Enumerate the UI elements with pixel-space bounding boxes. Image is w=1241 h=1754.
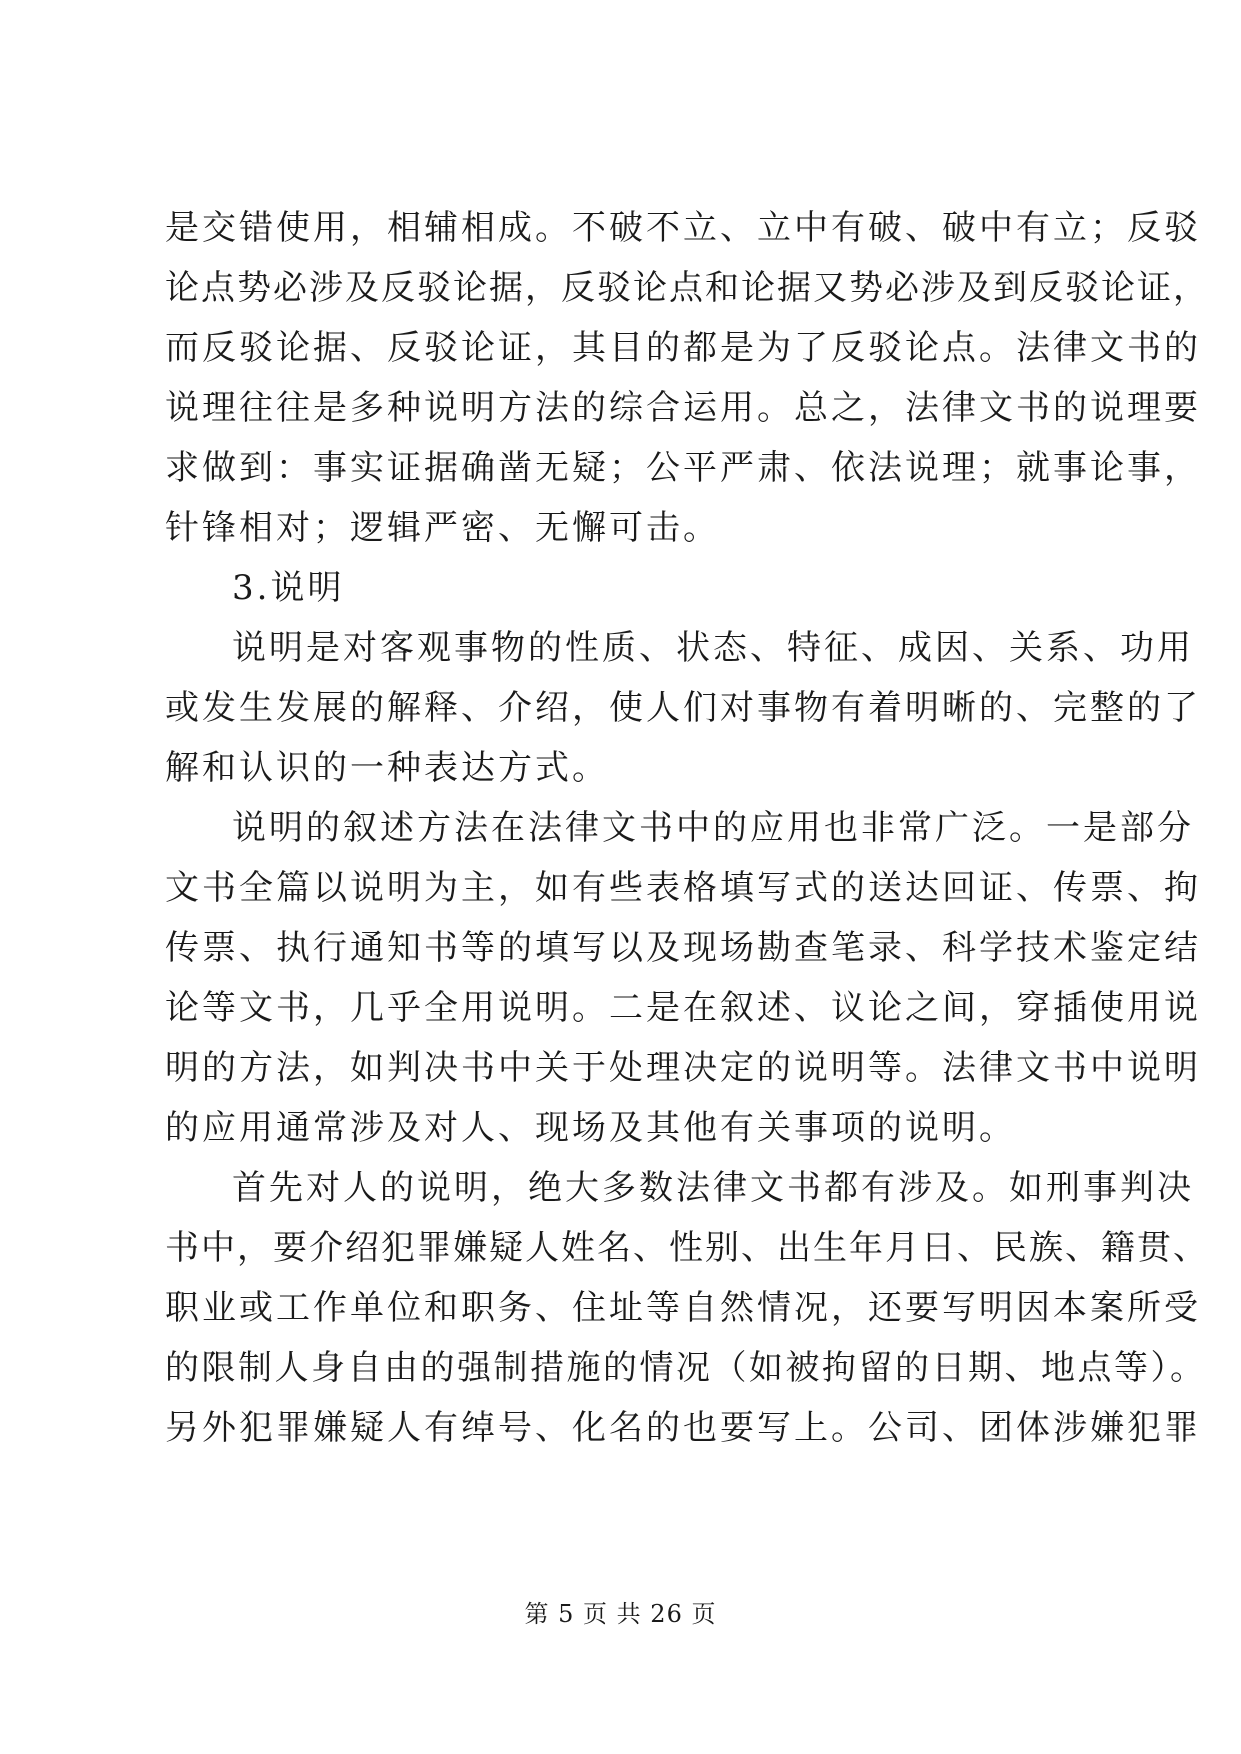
text-line: 说明是对客观事物的性质、状态、特征、成因、关系、功用	[232, 628, 1194, 668]
section-heading: 3.说明	[232, 568, 345, 608]
text-line: 的应用通常涉及对人、现场及其他有关事项的说明。	[165, 1108, 1016, 1148]
text-line: 求做到：事实证据确凿无疑；公平严肃、依法说理；就事论事，	[165, 448, 1201, 488]
text-line: 解和认识的一种表达方式。	[165, 748, 609, 788]
text-line: 或发生发展的解释、介绍，使人们对事物有着明晰的、完整的了	[165, 688, 1201, 728]
text-line: 论等文书，几乎全用说明。二是在叙述、议论之间，穿插使用说	[165, 988, 1201, 1028]
text-line: 的限制人身自由的强制措施的情况（如被拘留的日期、地点等）。	[165, 1348, 1207, 1388]
text-line: 首先对人的说明，绝大多数法律文书都有涉及。如刑事判决	[232, 1168, 1194, 1208]
text-line: 文书全篇以说明为主，如有些表格填写式的送达回证、传票、拘	[165, 868, 1201, 908]
text-line: 明的方法，如判决书中关于处理决定的说明等。法律文书中说明	[165, 1048, 1201, 1088]
text-line: 是交错使用，相辅相成。不破不立、立中有破、破中有立；反驳	[165, 208, 1201, 248]
text-line: 另外犯罪嫌疑人有绰号、化名的也要写上。公司、团体涉嫌犯罪	[165, 1408, 1201, 1448]
text-line: 针锋相对；逻辑严密、无懈可击。	[165, 508, 720, 548]
text-line: 说明的叙述方法在法律文书中的应用也非常广泛。一是部分	[232, 808, 1194, 848]
text-line: 而反驳论据、反驳论证，其目的都是为了反驳论点。法律文书的	[165, 328, 1201, 368]
text-line: 职业或工作单位和职务、住址等自然情况，还要写明因本案所受	[165, 1288, 1201, 1328]
text-line: 论点势必涉及反驳论据，反驳论点和论据又势必涉及到反驳论证，	[165, 268, 1209, 308]
text-line: 传票、执行通知书等的填写以及现场勘查笔录、科学技术鉴定结	[165, 928, 1201, 968]
text-line: 说理往往是多种说明方法的综合运用。总之，法律文书的说理要	[165, 388, 1201, 428]
page-number-footer: 第 5 页 共 26 页	[524, 1600, 717, 1628]
text-line: 书中，要介绍犯罪嫌疑人姓名、性别、出生年月日、民族、籍贯、	[165, 1228, 1209, 1268]
